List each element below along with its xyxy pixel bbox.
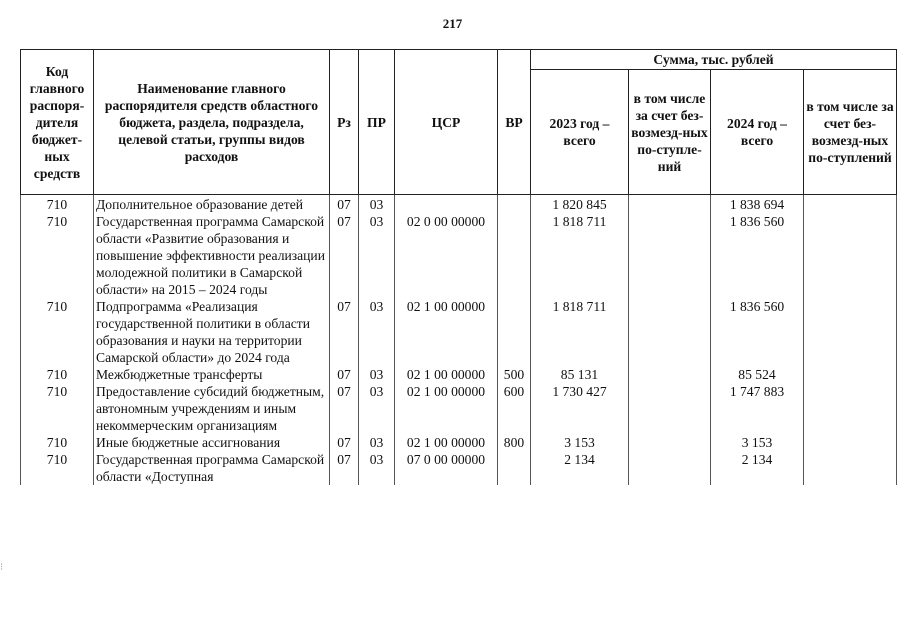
cell-name: Государственная программа Самарской области «Доступная (94, 451, 330, 485)
cell-code: 710 (21, 434, 94, 451)
cell-rz: 07 (330, 451, 359, 485)
cell-2023-total: 2 134 (531, 451, 629, 485)
cell-2023-total: 1 730 427 (531, 383, 629, 434)
cell-2023-grants (629, 195, 711, 214)
cell-2023-grants (629, 366, 711, 383)
cell-vr (498, 451, 531, 485)
cell-2023-total: 85 131 (531, 366, 629, 383)
header-csr: ЦСР (395, 50, 498, 195)
cell-name: Предоставление субсидий бюджетным, автономным учреждениям и иным некоммерческим организациям (94, 383, 330, 434)
cell-2024-total: 1 836 560 (711, 213, 804, 298)
header-pr: ПР (359, 50, 395, 195)
header-2024-total: 2024 год – всего (711, 70, 804, 195)
cell-csr (395, 195, 498, 214)
cell-2024-total: 1 836 560 (711, 298, 804, 366)
cell-code: 710 (21, 195, 94, 214)
header-name: Наименование главного распорядителя средств областного бюджета, раздела, подраздела, целевой статьи, группы видов расходов (94, 50, 330, 195)
cell-2024-grants (804, 195, 897, 214)
table-row (21, 434, 897, 451)
cell-rz: 07 (330, 213, 359, 298)
cell-pr: 03 (359, 213, 395, 298)
cell-2023-total: 3 153 (531, 434, 629, 451)
cell-code: 710 (21, 383, 94, 434)
cell-2023-total: 1 818 711 (531, 213, 629, 298)
table-row (21, 451, 897, 485)
cell-2024-grants (804, 298, 897, 366)
cell-2023-grants (629, 383, 711, 434)
cell-code: 710 (21, 213, 94, 298)
cell-pr: 03 (359, 451, 395, 485)
cell-2024-grants (804, 366, 897, 383)
cell-name: Дополнительное образование детей (94, 195, 330, 214)
cell-vr (498, 195, 531, 214)
cell-pr: 03 (359, 195, 395, 214)
cell-vr (498, 298, 531, 366)
header-2023-grants: в том числе за счет без-возмезд-ных по-ступле-ний (629, 70, 711, 195)
cell-pr: 03 (359, 383, 395, 434)
cell-csr: 02 1 00 00000 (395, 434, 498, 451)
cell-2024-total: 1 747 883 (711, 383, 804, 434)
cell-code: 710 (21, 298, 94, 366)
cell-code: 710 (21, 451, 94, 485)
cell-pr: 03 (359, 434, 395, 451)
cell-2023-grants (629, 434, 711, 451)
header-rz: Рз (330, 50, 359, 195)
table-row (21, 213, 897, 298)
cell-2024-total: 85 524 (711, 366, 804, 383)
cell-rz: 07 (330, 366, 359, 383)
header-code: Код главного распоря-дителя бюджет-ных средств (21, 50, 94, 195)
cell-csr: 07 0 00 00000 (395, 451, 498, 485)
cell-rz: 07 (330, 195, 359, 214)
header-2023-total: 2023 год – всего (531, 70, 629, 195)
cell-2023-grants (629, 298, 711, 366)
cell-vr: 800 (498, 434, 531, 451)
cell-2023-total: 1 818 711 (531, 298, 629, 366)
cell-2023-grants (629, 213, 711, 298)
cell-2024-grants (804, 383, 897, 434)
cell-rz: 07 (330, 434, 359, 451)
page-number: 217 (442, 16, 463, 31)
cell-pr: 03 (359, 298, 395, 366)
cell-name: Межбюджетные трансферты (94, 366, 330, 383)
cell-2024-total: 3 153 (711, 434, 804, 451)
cell-rz: 07 (330, 383, 359, 434)
cell-pr: 03 (359, 366, 395, 383)
cell-vr (498, 213, 531, 298)
cell-2024-grants (804, 213, 897, 298)
cell-2024-total: 2 134 (711, 451, 804, 485)
budget-table (20, 49, 897, 485)
cell-name: Иные бюджетные ассигнования (94, 434, 330, 451)
cell-2023-grants (629, 451, 711, 485)
cell-rz: 07 (330, 298, 359, 366)
cell-2024-grants (804, 434, 897, 451)
table-row (21, 298, 897, 366)
scan-artifact: ⁝ (0, 562, 4, 573)
table-row (21, 195, 897, 214)
cell-vr: 500 (498, 366, 531, 383)
cell-vr: 600 (498, 383, 531, 434)
cell-2024-grants (804, 451, 897, 485)
table-row (21, 383, 897, 434)
cell-code: 710 (21, 366, 94, 383)
header-sum-group: Сумма, тыс. рублей (531, 50, 897, 70)
cell-csr: 02 1 00 00000 (395, 366, 498, 383)
header-vr: ВР (498, 50, 531, 195)
cell-name: Подпрограмма «Реализация государственной политики в области образования и науки на территории Самарской области» до 2024 года (94, 298, 330, 366)
cell-csr: 02 0 00 00000 (395, 213, 498, 298)
header-2024-grants: в том числе за счет без-возмезд-ных по-ступлений (804, 70, 897, 195)
cell-2024-total: 1 838 694 (711, 195, 804, 214)
cell-csr: 02 1 00 00000 (395, 383, 498, 434)
cell-2023-total: 1 820 845 (531, 195, 629, 214)
cell-name: Государственная программа Самарской области «Развитие образования и повышение эффективности реализации молодежной политики в Самарской области» на 2015 – 2024 годы (94, 213, 330, 298)
table-row (21, 366, 897, 383)
cell-csr: 02 1 00 00000 (395, 298, 498, 366)
